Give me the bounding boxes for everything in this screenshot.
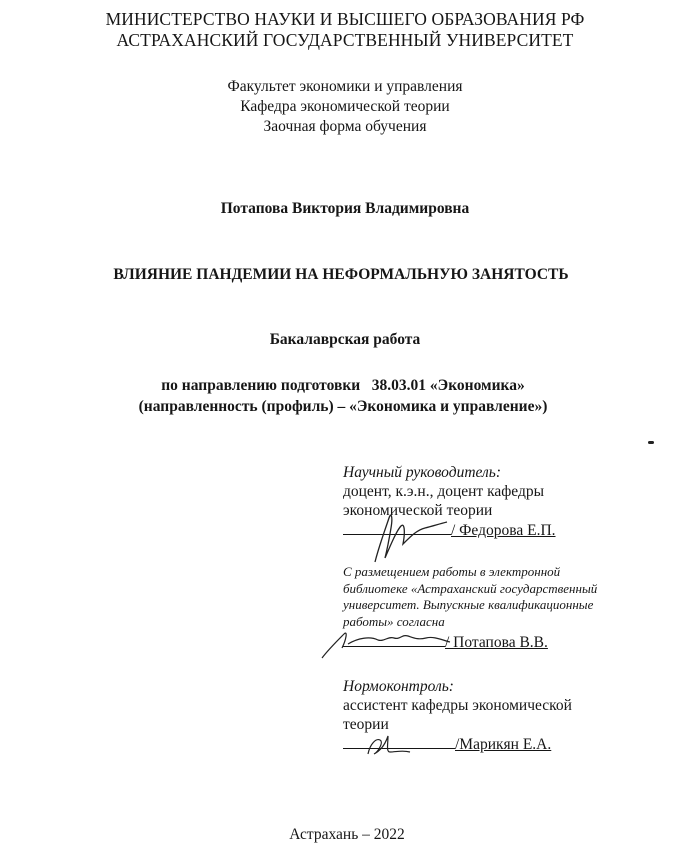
- thesis-title: ВЛИЯНИЕ ПАНДЕМИИ НА НЕФОРМАЛЬНУЮ ЗАНЯТОСТЬ: [113, 266, 569, 283]
- faculty-name: Факультет экономики и управления: [227, 78, 463, 95]
- supervisor-name: / Федорова Е.П.: [451, 522, 556, 539]
- work-type: Бакалаврская работа: [269, 331, 421, 348]
- profile-line: (направленность (профиль) – «Экономика и управление»): [138, 398, 548, 415]
- department-name: Кафедра экономической теории: [240, 98, 450, 115]
- supervisor-department: экономической теории: [343, 502, 493, 519]
- supervisor-position: доцент, к.э.н., доцент кафедры: [343, 483, 545, 500]
- author-name: Потапова Виктория Владимировна: [220, 200, 470, 217]
- normcontrol-signature: [362, 730, 422, 760]
- consent-line: библиотеке «Астраханский государственный: [343, 580, 598, 596]
- consent-line: работы» согласна: [343, 613, 445, 629]
- normcontrol-position: ассистент кафедры экономической: [343, 697, 572, 714]
- ministry-line: МИНИСТЕРСТВО НАУКИ И ВЫСШЕГО ОБРАЗОВАНИЯ РФ: [105, 9, 585, 29]
- direction-block: [0, 375, 688, 417]
- normcontrol-heading: Нормоконтроль:: [343, 678, 454, 695]
- stray-mark: [648, 441, 654, 444]
- consent-line: С размещением работы в электронной: [343, 564, 561, 579]
- normcontrol-department: теории: [343, 716, 389, 733]
- consent-line: университет. Выпускные квалификационные: [343, 597, 594, 612]
- supervisor-heading: Научный руководитель:: [343, 464, 501, 481]
- normcontrol-name: /Марикян Е.А.: [455, 736, 552, 753]
- faculty-block: [0, 77, 690, 137]
- student-name: / Потапова В.В.: [445, 634, 548, 651]
- supervisor-signature: [355, 500, 455, 570]
- direction-line: по направлению подготовки 38.03.01 «Экономика»: [161, 377, 525, 394]
- ministry-header: [0, 9, 690, 51]
- student-signature: [318, 618, 458, 663]
- university-line: АСТРАХАНСКИЙ ГОСУДАРСТВЕННЫЙ УНИВЕРСИТЕТ: [116, 30, 574, 50]
- city-year: Астрахань – 2022: [289, 826, 405, 843]
- study-form: Заочная форма обучения: [263, 118, 427, 135]
